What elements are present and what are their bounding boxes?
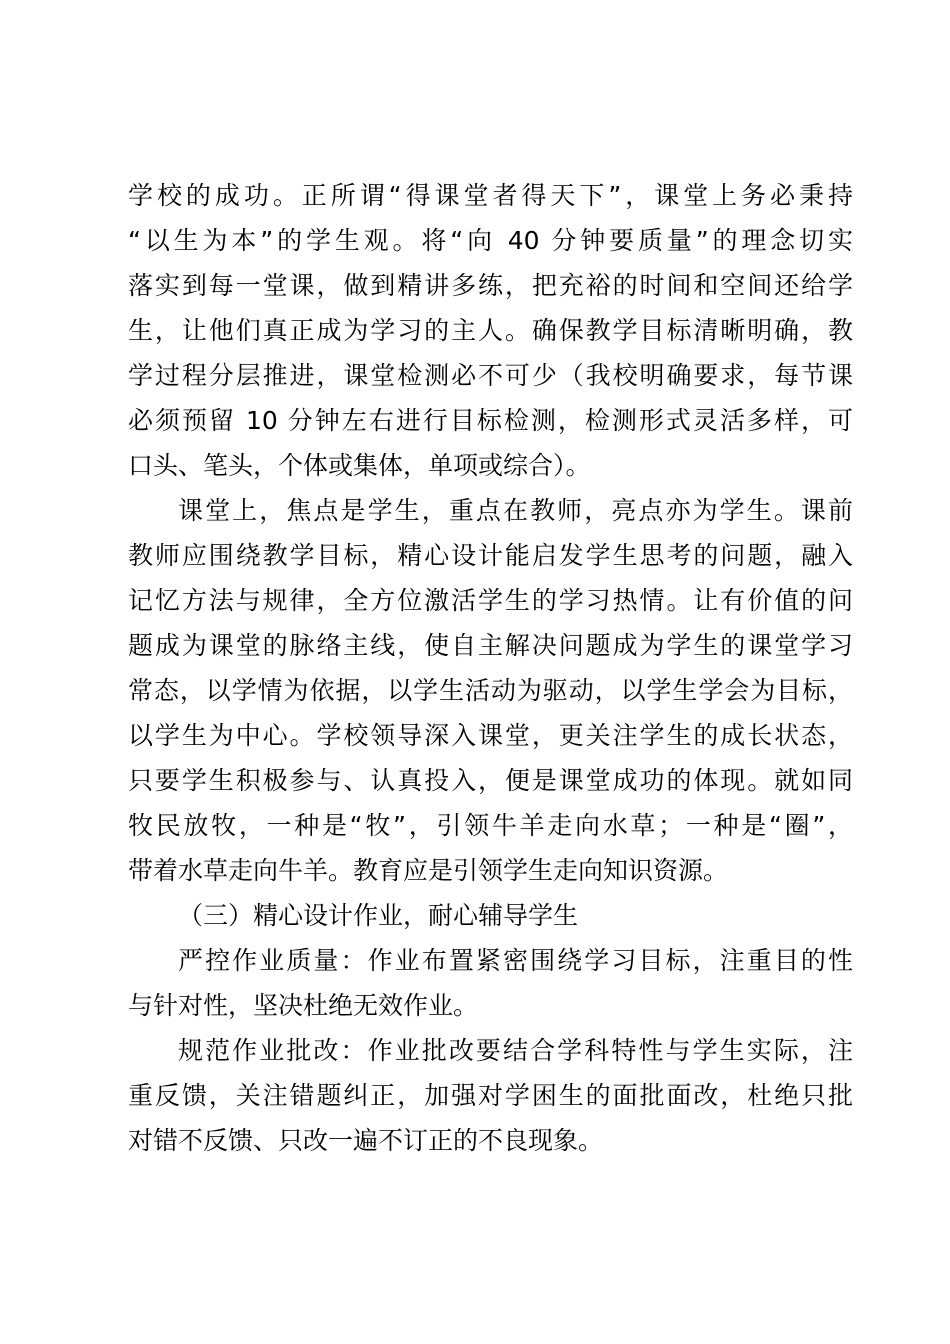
text-line: 必须预留 10 分钟左右进行目标检测，检测形式灵活多样，可 (128, 406, 853, 435)
text-line: 只要学生积极参与、认真投入，便是课堂成功的体现。就如同 (128, 766, 853, 795)
text-line: 口头、笔头，个体或集体，单项或综合）。 (128, 451, 591, 480)
text-line: 记忆方法与规律，全方位激活学生的学习热情。让有价值的问 (128, 586, 853, 615)
text-line: 规范作业批改：作业批改要结合学科特性与学生实际，注 (178, 1036, 853, 1065)
text-line: 对错不反馈、只改一遍不订正的不良现象。 (128, 1126, 604, 1155)
text-line: 与针对性，坚决杜绝无效作业。 (128, 991, 479, 1020)
text-line: 生，让他们真正成为学习的主人。确保教学目标清晰明确，教 (128, 316, 853, 345)
text-line: 学校的成功。正所谓“得课堂者得天下”，课堂上务必秉持 (128, 181, 853, 210)
text-line: 重反馈，关注错题纠正，加强对学困生的面批面改，杜绝只批 (128, 1081, 853, 1110)
paragraph-homework-quality (128, 938, 853, 1028)
text-line: 常态，以学情为依据，以学生活动为驱动，以学生学会为目标， (128, 676, 853, 705)
text-line: 学过程分层推进，课堂检测必不可少（我校明确要求，每节课 (128, 361, 853, 390)
section-heading (128, 893, 853, 938)
paragraph-homework-marking (128, 1028, 853, 1163)
text-line: 题成为课堂的脉络主线，使自主解决问题成为学生的课堂学习 (128, 631, 853, 660)
section-heading-text: （三）精心设计作业，耐心辅导学生 (178, 901, 579, 930)
text-line: 课堂上，焦点是学生，重点在教师，亮点亦为学生。课前 (178, 496, 853, 525)
text-line: 以学生为中心。学校领导深入课堂，更关注学生的成长状态， (128, 721, 853, 750)
text-line: 严控作业质量：作业布置紧密围绕学习目标，注重目的性 (178, 946, 853, 975)
paragraph-classroom (128, 488, 853, 893)
paragraph-continuation (128, 173, 853, 488)
text-line: 教师应围绕教学目标，精心设计能启发学生思考的问题，融入 (128, 541, 853, 570)
text-line: 落实到每一堂课，做到精讲多练，把充裕的时间和空间还给学 (128, 271, 853, 300)
text-line: “以生为本”的学生观。将“向 40 分钟要质量”的理念切实 (128, 226, 853, 255)
text-line: 带着水草走向牛羊。教育应是引领学生走向知识资源。 (128, 856, 729, 885)
text-line: 牧民放牧，一种是“牧”，引领牛羊走向水草；一种是“圈”， (128, 811, 853, 840)
document-body (128, 173, 853, 1163)
